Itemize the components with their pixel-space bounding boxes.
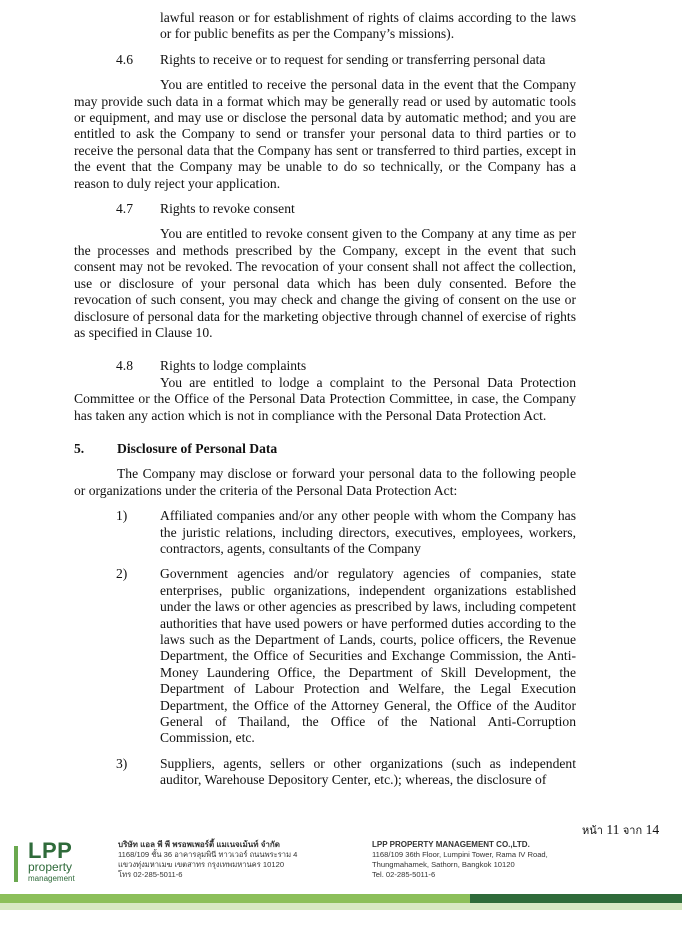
section-4-6-heading (74, 52, 576, 68)
logo-subtext-small: management (28, 874, 75, 883)
footer-bottom (0, 910, 682, 935)
logo-text: LPP (28, 838, 73, 863)
section-title: Rights to revoke consent (160, 201, 295, 217)
list-number: 2) (116, 566, 128, 582)
section-4-7-text: You are entitled to revoke consent given to the Company at any time as per the processes and methods prescribed by the Company, except in the event that such consent may not be revoked. The revocation of your consent shall not affect the collection, use or disclosure of your personal data which has been duly consented. Before the revocation of such consent, you may check and change the giving of consent on the use or disclosure of personal data for the marketing objective through channel of exercise of rights as specified in Clause 10. (74, 226, 576, 340)
english-address-line: 1168/109 36th Floor, Lumpini Tower, Rama IV Road, (372, 850, 548, 859)
list-item (74, 508, 576, 557)
english-phone: Tel. 02-285-5011-6 (372, 870, 436, 879)
english-address (372, 840, 602, 880)
section-4-8-heading (74, 358, 576, 374)
section-title: Rights to receive or to request for sending or transferring personal data (160, 51, 546, 67)
page-total: 14 (645, 822, 660, 837)
thai-address-line: 1168/109 ชั้น 36 อาคารลุมพินี ทาวเวอร์ ถนนพระราม 4 (118, 850, 298, 859)
section-5-heading (74, 441, 576, 457)
section-number: 4.6 (116, 51, 133, 67)
section-5-text: The Company may disclose or forward your personal data to the following people or organizations under the criteria of the Personal Data Protection Act: (74, 466, 576, 498)
thai-address-line: แขวงทุ่งมหาเมฆ เขตสาทร กรุงเทพมหานคร 10120 (118, 860, 285, 869)
list-item (74, 566, 576, 746)
section-4-8-text: You are entitled to lodge a complaint to the Personal Data Protection Committee or the Office of the Personal Data Protection Committee, in case, the Company has taken any action which is not in compliance with the Personal Data Protection Act. (74, 374, 576, 423)
english-address-line: Thungmahamek, Sathorn, Bangkok 10120 (372, 860, 515, 869)
section-number: 4.8 (116, 358, 133, 374)
logo-bar-icon (14, 846, 18, 882)
footer-stripe-light (0, 903, 682, 910)
page-separator: จาก (622, 825, 643, 837)
thai-address (118, 840, 348, 880)
company-logo (14, 840, 94, 884)
thai-phone: โทร 02-285-5011-6 (118, 870, 183, 879)
thai-company-name: บริษัท แอล พี พี พรอพเพอร์ตี้ แมเนจเม้นท์ จำกัด (118, 840, 280, 849)
section-number: 4.7 (116, 201, 133, 217)
english-company-name: LPP PROPERTY MANAGEMENT CO.,LTD. (372, 840, 530, 849)
list-text: Affiliated companies and/or any other people with whom the Company has the juristic relations, including directors, executives, employees, workers, contractors, agents, consultants of the Company (160, 508, 576, 556)
paragraph-intro: lawful reason or for establishment of rights of claims according to the laws or for public benefits as per the Company’s missions). (160, 10, 576, 42)
list-number: 1) (116, 508, 128, 524)
document-body (74, 10, 576, 789)
section-number: 5. (74, 440, 85, 456)
section-4-7-heading (74, 201, 576, 217)
list-item (74, 756, 576, 789)
list-number: 3) (116, 755, 128, 771)
footer-stripe-dark (470, 894, 682, 903)
list-text: Suppliers, agents, sellers or other organizations (such as independent auditor, Warehouse Depository Center, etc.); whereas, the disclosure of (160, 755, 576, 788)
page-current: 11 (606, 822, 620, 837)
page-footer (0, 836, 682, 935)
section-title: Rights to lodge complaints (160, 358, 307, 374)
page-prefix: หน้า (582, 825, 603, 837)
logo-subtext: property (28, 860, 73, 874)
list-text: Government agencies and/or regulatory agencies of companies, state enterprises, public organizations, independent organizations established under the laws or other agencies as prescribed by laws, including competent authorities that have used powers or have performed duties according to the laws such as the Department of Lands, courts, police officers, the Revenue Department, the Office of Securities and Exchange Commission, the Anti-Money Laundering Office, the Department of Skill Development, the Department of Labour Protection and Welfare, the Legal Execution Department, the Office of the Attorney General, the Office of the Auditor General of Thailand, the Office of the National Anti-Corruption Commission, etc. (160, 566, 576, 746)
section-4-6-text: You are entitled to receive the personal data in the event that the Company may provide such data in a format which may be generally read or used by automatic tools or equipment, and may use or disclose the personal data by automatic method; and you are entitled to ask the Company to send or transfer your personal data to third parties or to receive the personal data that the Company has sent or transferred to third parties, except in the event that the Company may be unable to do so technically, or the Company has a reason to duly reject your application. (74, 77, 576, 191)
section-title: Disclosure of Personal Data (117, 440, 278, 456)
